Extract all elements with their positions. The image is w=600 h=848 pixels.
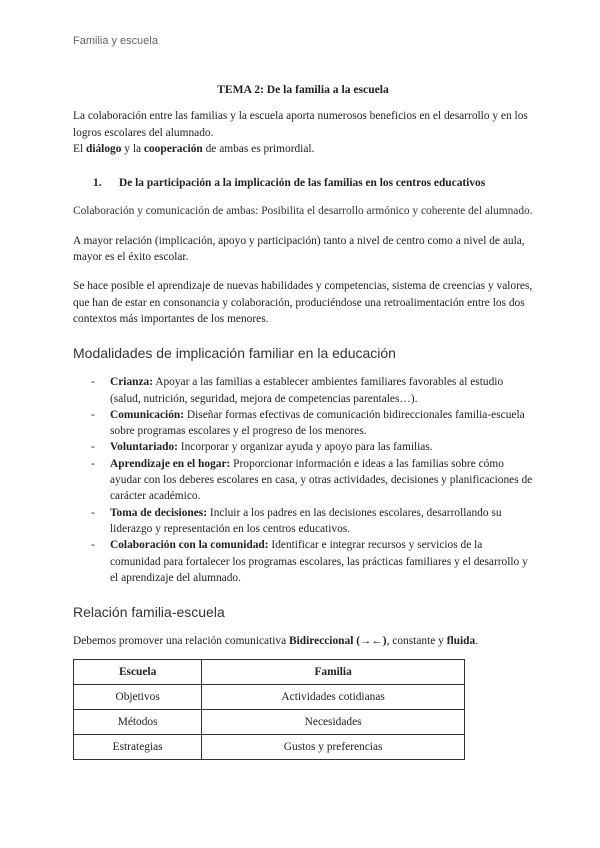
table-cell: Objetivos [74, 685, 202, 710]
table-cell: Estrategias [74, 735, 202, 760]
table-row [74, 710, 465, 735]
bullet-dash: - [91, 539, 95, 552]
table-row [74, 735, 465, 760]
list-item [73, 456, 533, 505]
list-item [73, 439, 533, 455]
list-item-term: Colaboración con la comunidad: [110, 539, 269, 552]
intro-paragraph-2 [73, 141, 533, 157]
relacion-heading: Relación familia-escuela [73, 604, 225, 621]
list-item-term: Comunicación: [110, 408, 185, 421]
list-item-text: Proporcionar información e ideas a las familias sobre cómo ayudar con los deberes escolares en casa, y otras actividades, decisiones y planificaciones de carácter académico. [110, 457, 533, 503]
intro-bold-dialogo: diálogo [85, 142, 122, 155]
table-row [74, 685, 465, 710]
intro-text: El [73, 142, 86, 155]
intro-paragraph-1: La colaboración entre las familias y la escuela aporta numerosos beneficios en el desarrollo y en los logros escolares del alumnado. [73, 110, 528, 139]
list-item [73, 505, 533, 538]
modalidades-heading: Modalidades de implicación familiar en la educación [73, 345, 396, 362]
table-cell: Métodos [74, 710, 202, 735]
list-item-term: Voluntariado: [110, 441, 178, 454]
list-item-text: Apoyar a las familias a establecer ambientes familiares favorables al estudio (salud, nutrición, seguridad, mejora de competencias parentales…). [110, 376, 504, 405]
section-1-paragraph-3: Se hace posible el aprendizaje de nuevas habilidades y competencias, sistema de creencias y valores, que han de estar en consonancia y colaboración, produciéndose una retroalimentación entre los dos contextos más importantes de los menores. [73, 280, 533, 325]
modalidades-list [73, 374, 533, 586]
intro-text: y la [121, 142, 144, 155]
comparison-table [73, 659, 465, 760]
relacion-paragraph [73, 633, 533, 649]
page-title: TEMA 2: De la familia a la escuela [217, 83, 389, 96]
list-item-term: Toma de decisiones: [110, 506, 208, 519]
section-1-number: 1. [93, 177, 102, 190]
list-item-text: Incluir a los padres en las decisiones escolares, desarrollando su liderazgo y representación en los centros educativos. [110, 506, 502, 535]
list-item [73, 374, 533, 407]
section-1-paragraph-2: A mayor relación (implicación, apoyo y participación) tanto a nivel de centro como a nivel de aula, mayor es el éxito escolar. [73, 234, 525, 264]
list-item [73, 407, 533, 440]
table-cell: Necesidades [202, 710, 465, 735]
document-body [73, 82, 533, 760]
intro-text: de ambas es primordial. [202, 142, 315, 155]
bullet-dash: - [91, 376, 95, 389]
table-cell: Actividades cotidianas [202, 685, 465, 710]
relacion-bold-fluida: fluida [446, 635, 476, 648]
bullet-dash: - [91, 506, 95, 519]
relacion-bold-bidireccional: Bidireccional (→←) [289, 635, 387, 648]
list-item-text: Incorporar y organizar ayuda y apoyo para las familias. [177, 441, 433, 454]
list-item [73, 537, 533, 586]
table-header-row [74, 660, 465, 685]
list-item-text: Identificar e integrar recursos y servicios de la comunidad para fortalecer los programas escolares, las prácticas familiares y el desarrollo y el aprendizaje del alumnado. [110, 539, 528, 584]
relacion-text: Debemos promover una relación comunicativa [73, 635, 290, 648]
bullet-dash: - [91, 457, 95, 470]
table-cell: Gustos y preferencias [202, 735, 465, 760]
section-1-paragraph-1: Colaboración y comunicación de ambas: Posibilita el desarrollo armónico y coherente del alumnado. [73, 205, 533, 218]
bullet-dash: - [91, 441, 95, 454]
list-item-term: Crianza: [110, 376, 154, 389]
bullet-dash: - [91, 408, 95, 421]
table-header-escuela: Escuela [74, 660, 202, 685]
intro-bold-cooperacion: cooperación [143, 142, 203, 155]
list-item-term: Aprendizaje en el hogar: [110, 457, 231, 470]
section-1-title: De la participación a la implicación de las familias en los centros educativos [119, 177, 486, 190]
page-header: Familia y escuela [73, 35, 158, 47]
list-item-text: Diseñar formas efectivas de comunicación bidireccionales familia-escuela sobre programas escolares y el progreso de los menores. [110, 408, 525, 438]
relacion-text: . [475, 635, 479, 648]
section-1-heading [73, 175, 533, 191]
table-header-familia: Familia [202, 660, 465, 685]
relacion-text: , constante y [386, 635, 447, 648]
